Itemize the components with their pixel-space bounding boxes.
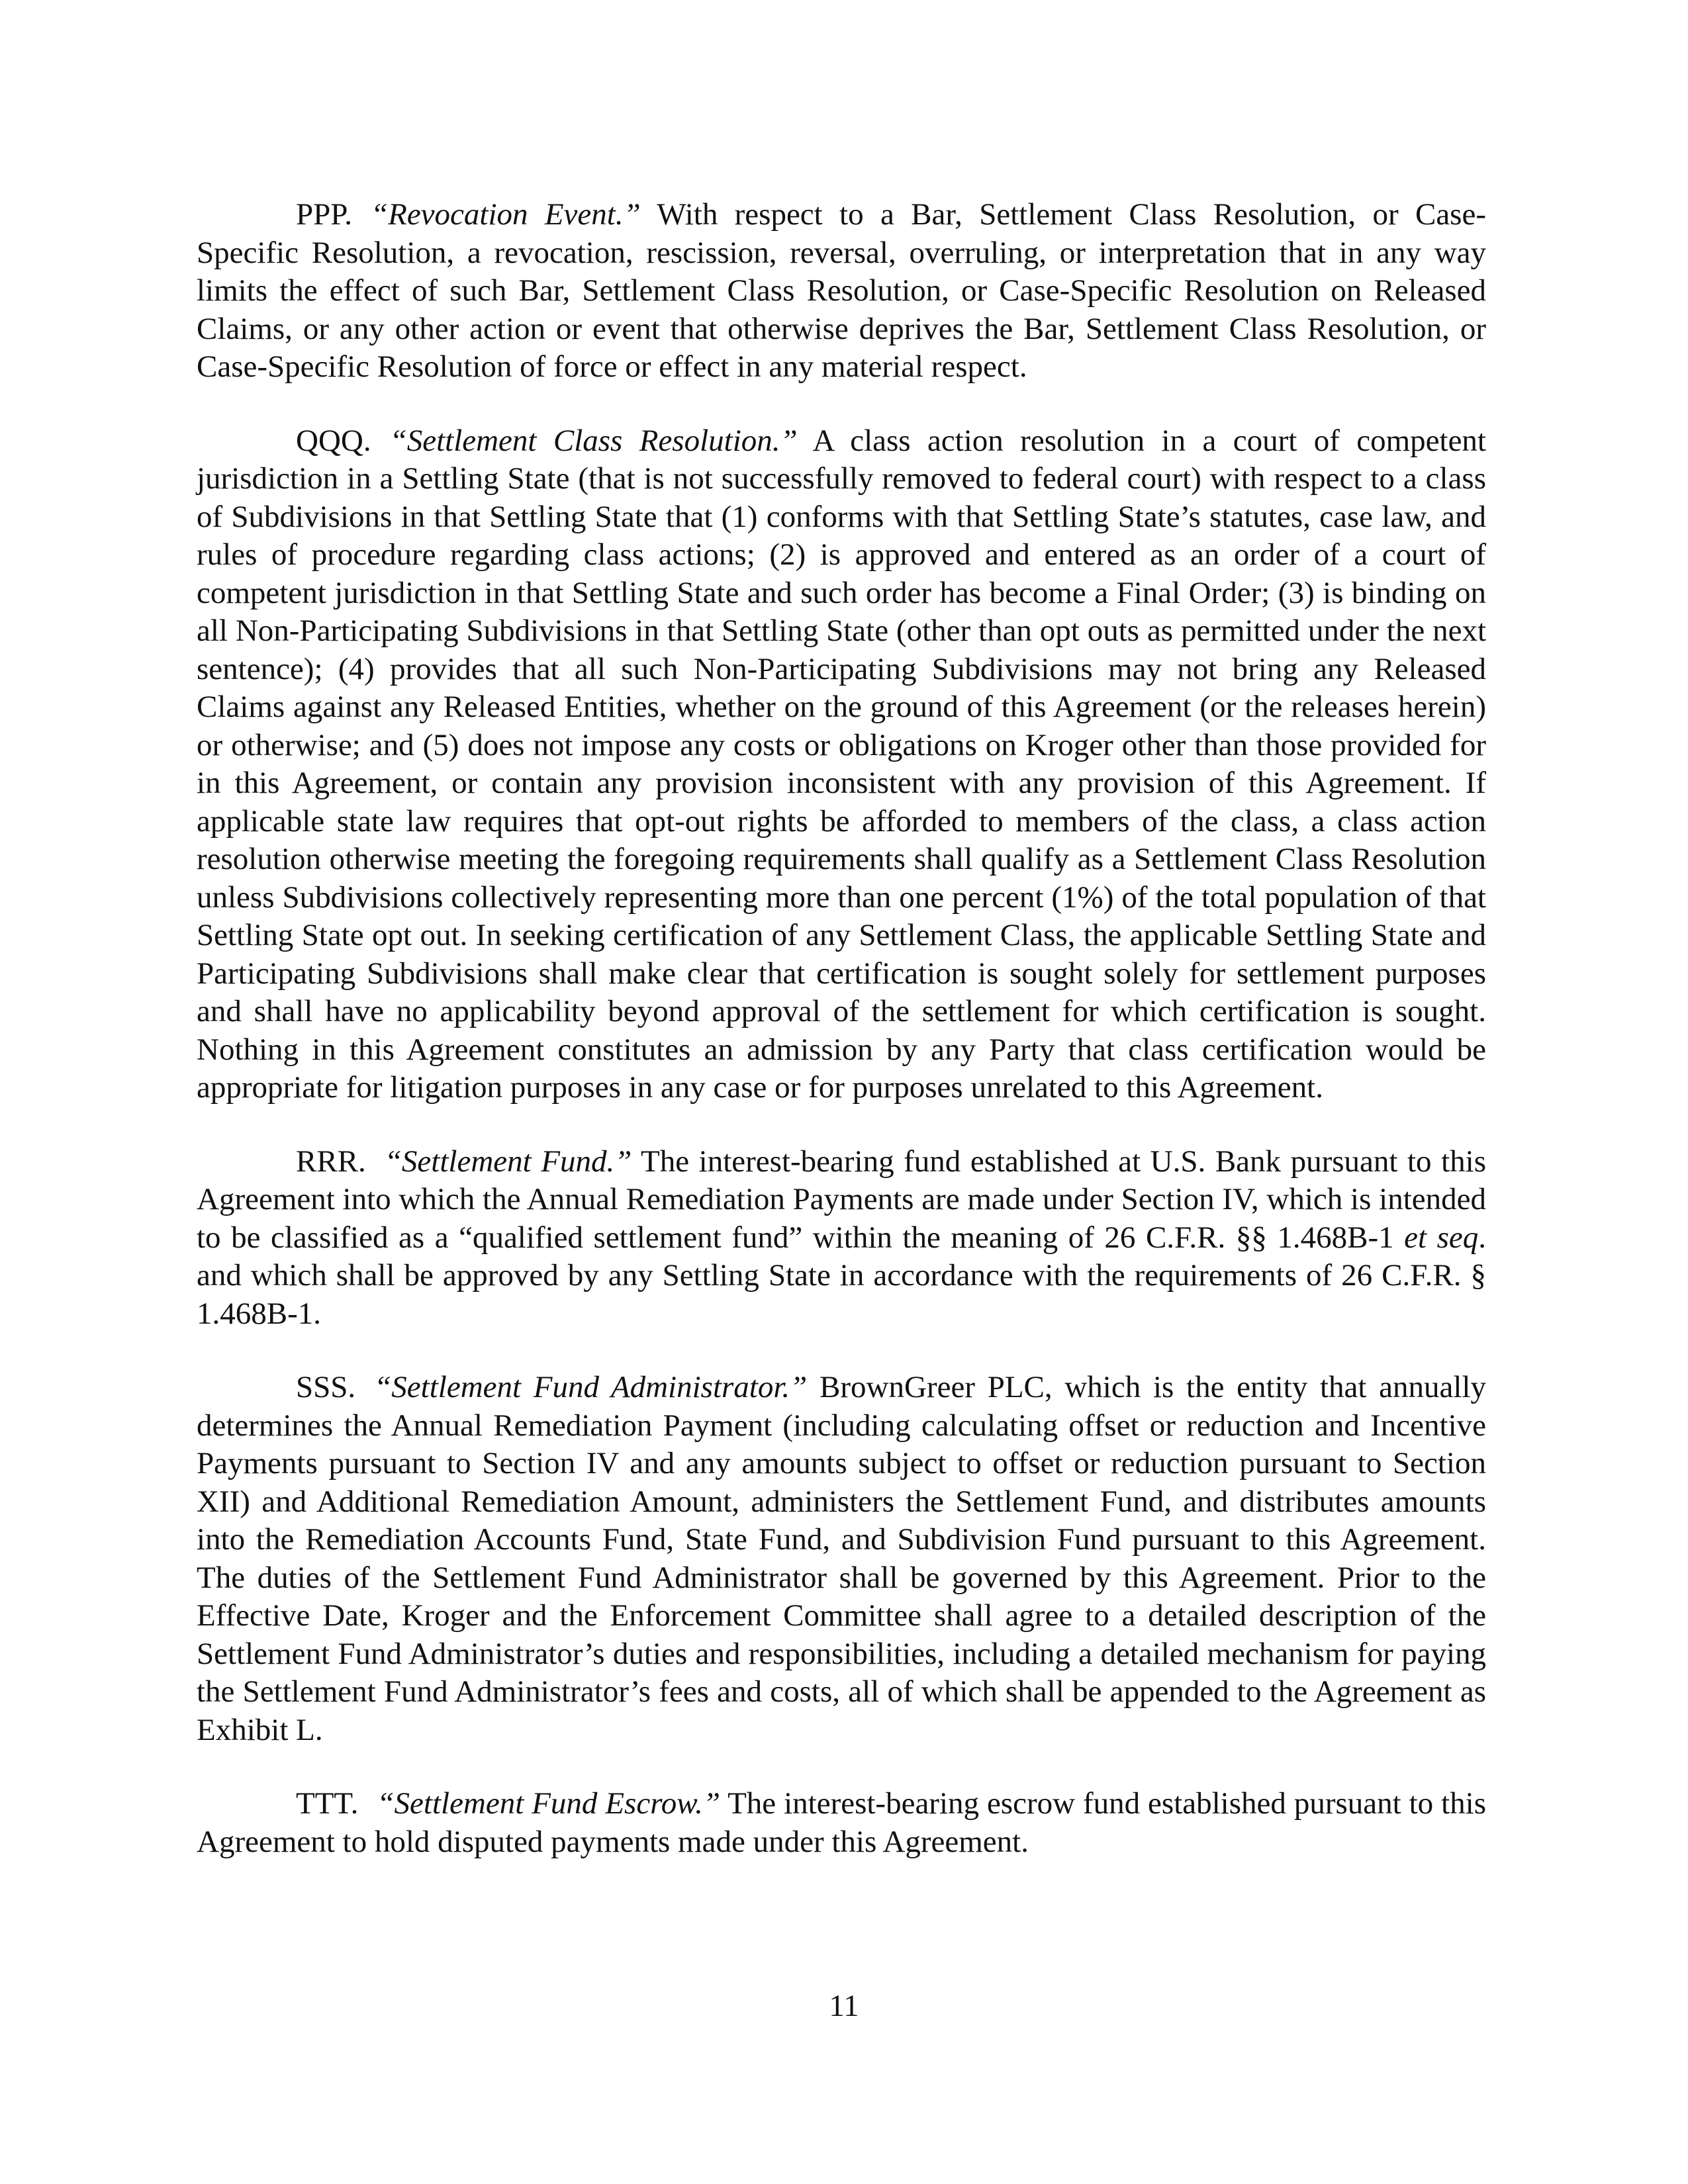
definition-sss bbox=[197, 1369, 1486, 1749]
definition-text: The interest-bearing escrow fund established pursuant to this Agreement to hold disputed payments made under this Agreement. bbox=[197, 1786, 1487, 1859]
definition-text: A class action resolution in a court of competent jurisdiction in a Settling State (that is not successfully removed to federal court) with respect to a class of Subdivisions in that Settling State that (1) conforms with that Settling State’s statutes, case law, and rules of procedure regarding class actions; (2) is approved and entered as an order of a court of competent jurisdiction in that Settling State and such order has become a Final Order; (3) is binding on all Non-Participating Subdivisions in that Settling State (other than opt outs as permitted under the next sentence); (4) provides that all such Non-Participating Subdivisions may not bring any Released Claims against any Released Entities, whether on the ground of this Agreement (or the releases herein) or otherwise; and (5) does not impose any costs or obligations on Kroger other than those provided for in this Agreement, or contain any provision inconsistent with any provision of this Agreement. If applicable state law requires that opt-out rights be afforded to members of the class, a class action resolution otherwise meeting the foregoing requirements shall qualify as a Settlement Class Resolution unless Subdivisions collectively representing more than one percent (1%) of the total population of that Settling State opt out. In seeking certification of any Settlement Class, the applicable Settling State and Participating Subdivisions shall make clear that certification is sought solely for settlement purposes and shall have no applicability beyond approval of the settlement for which certification is sought. Nothing in this Agreement constitutes an admission by any Party that class certification would be appropriate for litigation purposes in any case or for purposes unrelated to this Agreement. bbox=[197, 423, 1486, 1105]
definition-text-continued: . and which shall be approved by any Settling State in accordance with the requirements of 26 C.F.R. § 1.468B-1. bbox=[197, 1220, 1486, 1331]
definition-label: SSS. bbox=[296, 1370, 356, 1404]
document-page bbox=[197, 196, 1486, 1897]
definition-ppp bbox=[197, 196, 1486, 387]
defined-term: “Settlement Fund Administrator.” bbox=[374, 1370, 808, 1404]
definition-text: BrownGreer PLC, which is the entity that annually determines the Annual Remediation Payment (including calculating offset or reduction and Incentive Payments pursuant to Section IV and any amounts subject to offset or reduction pursuant to Section XII) and Additional Remediation Amount, administers the Settlement Fund, and distributes amounts into the Remediation Accounts Fund, State Fund, and Subdivision Fund pursuant to this Agreement. The duties of the Settlement Fund Administrator shall be governed by this Agreement. Prior to the Effective Date, Kroger and the Enforcement Committee shall agree to a detailed description of the Settlement Fund Administrator’s duties and responsibilities, including a detailed mechanism for paying the Settlement Fund Administrator’s fees and costs, all of which shall be appended to the Agreement as Exhibit L. bbox=[197, 1370, 1486, 1747]
definition-ttt bbox=[197, 1785, 1486, 1861]
definition-qqq bbox=[197, 422, 1486, 1107]
defined-term: “Revocation Event.” bbox=[370, 197, 641, 232]
definition-label: TTT. bbox=[296, 1786, 359, 1821]
definition-label: QQQ. bbox=[296, 423, 371, 458]
defined-term: “Settlement Class Resolution.” bbox=[389, 423, 798, 458]
definition-text: With respect to a Bar, Settlement Class Resolution, or Case-Specific Resolution, a revocation, rescission, reversal, overruling, or interpretation that in any way limits the effect of such Bar, Settlement Class Resolution, or Case-Specific Resolution on Released Claims, or any other action or event that otherwise deprives the Bar, Settlement Class Resolution, or Case-Specific Resolution of force or effect in any material respect. bbox=[197, 197, 1486, 384]
definition-rrr bbox=[197, 1143, 1486, 1334]
definition-label: PPP. bbox=[296, 197, 352, 232]
definition-label: RRR. bbox=[296, 1144, 366, 1179]
definition-text: The interest-bearing fund established at U.S. Bank pursuant to this Agreement into which the Annual Remediation Payments are made under Section IV, which is intended to be classified as a “qualified settlement fund” within the meaning of 26 C.F.R. §§ 1.468B-1 bbox=[197, 1144, 1486, 1255]
defined-term: “Settlement Fund.” bbox=[384, 1144, 632, 1179]
page-number: 11 bbox=[829, 1989, 859, 2023]
defined-term: “Settlement Fund Escrow.” bbox=[377, 1786, 721, 1821]
latin-phrase: et seq bbox=[1404, 1220, 1479, 1255]
